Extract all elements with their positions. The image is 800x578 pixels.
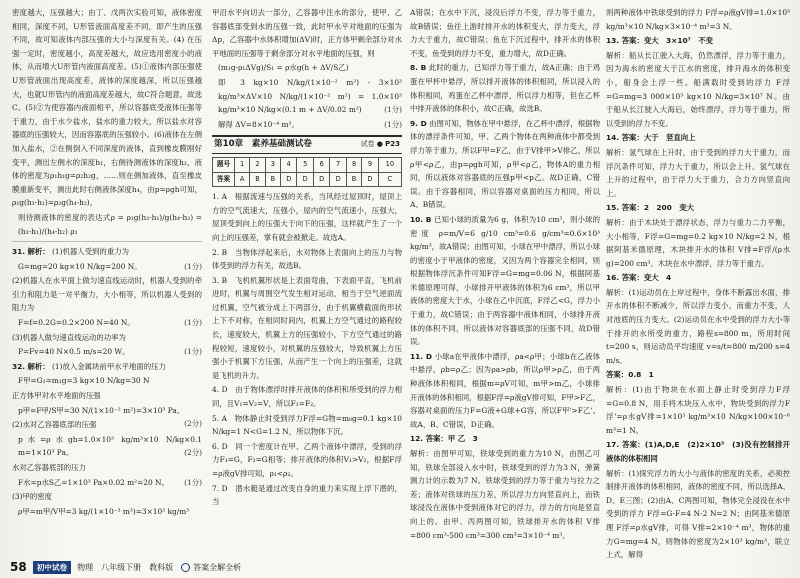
subject: 物理 bbox=[77, 562, 94, 572]
question-number: 11. D bbox=[410, 351, 432, 361]
table-cell: 8 bbox=[346, 157, 361, 172]
column-1 bbox=[12, 6, 202, 554]
answer-4: 4. D 由于物体漂浮时排开液体的体积和所受到的浮力相同，且V₁=V₂=V，所以F₁=F₂。 bbox=[212, 385, 402, 409]
answer-13-heading: 13. 答案：变大 3×10⁷ 不变 bbox=[606, 36, 714, 46]
formula bbox=[12, 345, 202, 359]
score: (2分) bbox=[184, 448, 202, 458]
answer-6: 6. D 同一个密度计在甲、乙两个液体中漂浮，受到的浮力F₁=G，F₂=G相等；排开液体的体积V₁>V₂，根据F浮=ρ液gV排可知，ρ₁<ρ₂。 bbox=[212, 441, 402, 478]
answers-circle-icon bbox=[181, 563, 190, 572]
formula: F甲=G₁=m₁g=3 kg×10 N/kg=30 N bbox=[18, 376, 150, 386]
brand-badge: 初中试卷 bbox=[33, 561, 71, 574]
table-cell: D bbox=[313, 172, 329, 187]
score: (1分) bbox=[184, 318, 202, 328]
column-4 bbox=[606, 6, 790, 560]
answer-16-heading: 16. 答案：变大 4 bbox=[606, 273, 672, 283]
question-number: 32. bbox=[12, 361, 26, 371]
score: (1分) bbox=[384, 119, 402, 129]
formula-text: F水=p水S乙=1×10³ Pa×0.02 m²=20 N。 bbox=[18, 477, 169, 487]
answer-11 bbox=[410, 350, 600, 432]
formula bbox=[12, 316, 202, 330]
formula bbox=[212, 76, 402, 117]
question-31 bbox=[12, 245, 202, 259]
table-cell: B bbox=[250, 172, 265, 187]
text-block: (3)甲的密度 bbox=[12, 492, 53, 502]
formula-text: F=f=0.2G=0.2×200 N=40 N。 bbox=[18, 318, 135, 328]
table-cell: B bbox=[265, 172, 280, 187]
table-cell: 10 bbox=[378, 157, 401, 172]
table-cell: C bbox=[378, 172, 401, 187]
answer-8 bbox=[410, 61, 600, 115]
answer-12-analysis: 解析：由图甲可知，铁球受到的重力为10 N，由图乙可知，铁球全部浸入水中时，铁球受到的浮力为3 N，弹簧测力计的示数为7 N。铁球受到的浮力等于重力与拉力之差；液体对铁球的压力差，所以浮力方向竖直向上，而铁球浸没在液体中受到液体对它的浮力，浮力的方向是竖直向上的。由甲、丙两图可知，铁球排开水的体积 V排=800 cm³-500 cm³=300 cm³=3×10⁻⁴ m³。 bbox=[410, 449, 600, 540]
answer-17-analysis: 解析：(1)由于物块在水面上静止时受到浮力F浮=G=0.8 N，用手将木块压入水中，物块受到的浮力F浮'=ρ水gV排=1×10³ kg/m³×10 N/kg×100×10⁻⁶ m³=1 N。 bbox=[606, 385, 790, 435]
table-cell: B bbox=[346, 172, 361, 187]
answer-12-heading: 12. 答案：甲 乙 3 bbox=[410, 434, 478, 444]
answer-1: 1. A 根据流速与压强的关系，当风经过屋顶时，屋顶上方的空气流速大，压强小，屋内的空气流速小，压强大，屋顶受到向上的压强大于向下的压强，这样就产生了一个向上的压强差，掌有就会被掀走。故选A。 bbox=[212, 192, 402, 242]
formula: (m₁g-ρ₁ΔVg)/S₁ = ρ水g(h + ΔV/S乙) bbox=[218, 63, 349, 73]
answer-14-analysis: 解析：氢气球在上升时，由于受到的浮力大于重力，而浮沉条件可知，浮力大于重力，所以会上升。氢气球在上升的过程中，由于浮力大于重力，合力方向竖直向上。 bbox=[606, 147, 790, 198]
table-cell: 2 bbox=[250, 157, 265, 172]
text-block: (2)机器人在水平面上做匀速直线运动时，机器人受到的牵引力和阻力是一对平衡力，大小相等，所以机器人受到的阻力为 bbox=[12, 276, 202, 313]
text-block: 正方体甲对水平地面的压强 bbox=[12, 391, 101, 401]
table-cell: 4 bbox=[281, 157, 297, 172]
page-ref-number: P23 bbox=[385, 140, 400, 149]
table-cell: D bbox=[362, 172, 378, 187]
page-footer bbox=[0, 556, 800, 578]
formula-text: 解得 ΔV=8×10⁻⁴ m³。 bbox=[218, 119, 299, 129]
text: 小球a在甲液体中漂浮，ρa<ρ甲；小球b在乙液体中悬浮，ρb=ρ乙；因为ρa>ρb，所以ρ甲>ρ乙，由于两种液体体积相同，根据m=ρV可知，m甲>m乙，小球排开液体的体积相同，根据F浮=ρ液gV排可知，F甲>F乙，容器对桌面的压力F=G液+G球+G容，所以F甲'>F乙'。故A、B、C错误，D正确。 bbox=[410, 351, 600, 429]
formula-text: P=Fv=40 N×0.5 m/s=20 W。 bbox=[18, 347, 130, 357]
table-cell: D bbox=[281, 172, 297, 187]
page-ref-label: 试卷 bbox=[360, 140, 375, 149]
grade: 八年级下册 bbox=[101, 562, 142, 572]
text-block: 密度越大，压强越大；由丁、戊两次实验可知，液体密度相同，深度不同，U形管液面高度差不同，即产生的压强不同，故可知液体内部压强的大小与深度有关。(4) 在压强一定时，密度越小，高度差越大，故应选用密度小的液体，从而增大U形管内液面高度差。(5)①液体内部压强使U形管液面出现高度差，液体的深度越深，所以压强越大，也就U形管内的液面高度差越大，故C符合题意，故选C。(5)②为使容器内液面相平，所以容器底受液体压强等于重力，由于水少盐水，盐水的重力较大，所以盐水对容器底的压强较大，因而容器底的压强较小。(6)液体在左侧加入盐水，②在侧倒入不同深度的液体，直到橡皮膜刚好变平，测出左侧水的深度h₁，右侧待测液体的深度h₂，液体的密度为ρ₁h₁g=ρ₂h₂g，……则在侧加液体，直至橡皮膜重新变平，测出此时右侧液体深度h₄，由p=ρgh可知，ρ₁g(h₃-h₁)=ρ₂g(h₄-h₂)， bbox=[12, 8, 202, 208]
answer-2: 2. B 当物体浮起来后，水对物体上表面向上的压力与物体受到的浮力有关，故选B。 bbox=[212, 247, 402, 271]
text: (1)机器人受到的重力为 bbox=[52, 247, 129, 257]
answer-18-analysis: 解析：(1)探究浮力的大小与液体的密度的关系，必须控制排开液体的体积相同，液体的密度不同，所以选择A、D、E三图；(2)由A、C两图可知，物体完全浸没在水中受到的浮力 F浮=G-F=4 N-2 N=2 N；由阿基米德原理 F浮=ρ水gV排，可得 V排=2×10⁻⁴ m³，物体的重力G=mg=4 N，则物体的密度为2×10³ kg/m³，联立上式，解得 bbox=[606, 468, 790, 560]
chapter-title: 第10章 素养基础测试卷 bbox=[214, 139, 312, 150]
score: (1分) bbox=[384, 105, 402, 115]
table-row bbox=[213, 172, 402, 187]
column-3 bbox=[410, 6, 600, 554]
column-2 bbox=[212, 6, 402, 554]
score: (1分) bbox=[184, 347, 202, 357]
answer-14-heading: 14. 答案：大于 竖直向上 bbox=[606, 133, 696, 143]
question-number: 31. bbox=[12, 247, 26, 257]
question-number: 8. B bbox=[410, 63, 427, 73]
table-header: 答案 bbox=[213, 172, 235, 187]
answer-15-analysis: 解析：由于木块处于漂浮状态，浮力与重力二力平衡，大小相等，F浮=G=mg=0.2 kg×10 N/kg=2 N，根据阿基米德原理，木块排开水的体积 V排=F浮/(ρ水g)=200 cm³。木块在水中漂浮，浮力等于重力。 bbox=[606, 217, 790, 268]
formula-text: p水=ρ水gh=1.0×10³ kg/m³×10 N/kg×0.1 m=1×10³ Pa。 bbox=[18, 434, 202, 458]
text: (1)放入金属块前甲水平地面的压力 bbox=[52, 361, 166, 371]
text-block: 甲沿水平向切去一部分，乙容器中注水的部分，使甲、乙容器底部受到水的压强一致，此时甲水平对地面的压强为Δp，乙容器中水体积增加(ΔV)时，正方体甲剩余部分对水平地面的压强等于剩余部分对水平地面的压强，则 bbox=[212, 8, 402, 58]
table-cell: 7 bbox=[330, 157, 346, 172]
answer-5: 5. A 物体静止时受到浮力F浮=G物=m₀g=0.1 kg×10 N/kg=1 N<G=1.2 N，所以物体下沉。 bbox=[212, 413, 402, 437]
text-block: 水对乙容器底部的压力 bbox=[12, 463, 86, 472]
table-cell: D bbox=[297, 172, 313, 187]
formula-text: p甲=F甲/S甲=30 N/(1×10⁻² m²)=3×10³ Pa。 bbox=[18, 405, 185, 415]
chapter-page-ref: 试卷 ● P23 bbox=[360, 140, 400, 149]
answer-table bbox=[212, 157, 402, 187]
text-block: 则两种液体中铁球受到的浮力 F浮=ρ液gV排=1.0×10³ kg/m³×10 N/kg×3×10⁻⁴ m³=3 N。 bbox=[606, 8, 790, 31]
answer-16-analysis: 解析：(1)运动员在上岸过程中，身体不断露出水面，排开水的体积不断减少，所以浮力变小，而重力不变，人对池底的压力变大。(2)运动员在水中受到的浮力大小等于排开的水所受的重力，路程s=800 m，所用时间t=200 s，则运动员平均速度 v=s/t=800 m/200 s=4 m/s。 bbox=[606, 287, 790, 365]
chapter-header bbox=[212, 135, 402, 154]
table-cell: 3 bbox=[265, 157, 280, 172]
text-block: (3)机器人做匀速直线运动的功率为 bbox=[12, 332, 126, 342]
score: (1分) bbox=[184, 261, 202, 271]
answer-15-heading: 15. 答案：2 200 变大 bbox=[606, 203, 694, 213]
text-block: (2)水对乙容器底部的压强 bbox=[12, 420, 97, 430]
formula bbox=[12, 433, 202, 460]
formula-text: 即 3 kg×10 N/kg/(1×10⁻² m²) - 3×10³ kg/m³×ΔV×10 N/kg/(1×10⁻² m²) = 1.0×10³ kg/m³×10 N/kg×(0.1 m + ΔV/0.02 m²) bbox=[218, 77, 402, 115]
question-32 bbox=[12, 360, 202, 374]
text: 由图可知，物体在甲中悬浮，在乙杯中漂浮，根据物体的漂浮条件可知，甲、乙两个物体在两种液体中都受到浮力等于重力，所以F甲=F乙，由于V排甲>V排乙，所以ρ甲<ρ乙，由p=ρgh可知，ρ甲<ρ乙，物体A的重力相同，所以液体对容器底的压强p甲<p乙。故D正确，C错误。由于容器相同，所以容器对桌面的压力相同，所以A、B错误。 bbox=[410, 118, 600, 210]
answer-13-analysis: 解析：船从长江驶入大海，仍然漂浮，浮力等于重力，因为海水的密度大于江水的密度，排开海水的体积变小，船身会上浮一些。船满载时受到的浮力 F浮=G=mg=3 000×10³ kg×10 N/kg=3×10⁷ N。由于船从长江驶入大海后，始终漂浮，浮力等于重力，所以受到的浮力不变。 bbox=[606, 50, 790, 128]
table-cell: 9 bbox=[362, 157, 378, 172]
answer-18-heading: 17. 答案：(1)A,D,E (2)2×10³ (3)没有控制排开液体的体积相同 bbox=[606, 440, 790, 463]
formula bbox=[12, 260, 202, 274]
answers-title: 答案全解全析 bbox=[193, 562, 242, 572]
answer-9 bbox=[410, 117, 600, 212]
analysis-label: 解析： bbox=[27, 247, 50, 257]
divider bbox=[12, 241, 202, 242]
page-number: 58 bbox=[10, 560, 27, 574]
formula bbox=[12, 476, 202, 490]
table-cell: 6 bbox=[313, 157, 329, 172]
table-cell: D bbox=[330, 172, 346, 187]
table-cell: 5 bbox=[297, 157, 313, 172]
answer-3: 3. B 飞机机翼形状是上表面弯曲，下表面平直，飞机前进时，机翼与周围空气发生相对运动，相当于空气逆面流过机翼，空气被分成上下两部分，由于机翼横截面的形状上下不对称，在相同时间内，机翼上方空气通过的路程较长，速度较大，机翼上方的压强较小，下方空气通过的路程较短，速度较小，对机翼的压强较大，导致机翼上方压强小于机翼下方压强，从而产生一个向上的压强差，这就是飞机的升力。 bbox=[212, 275, 402, 380]
edition: 教科版 bbox=[149, 562, 174, 572]
table-header: 题号 bbox=[213, 157, 235, 172]
answer-17-heading bbox=[606, 368, 790, 382]
formula: ρ甲=m甲/V甲=3 kg/(1×10⁻³ m³)=3×10³ kg/m³ bbox=[18, 506, 190, 516]
question-number: 9. D bbox=[410, 118, 427, 128]
answer-7: 7. D 潜水艇是通过改变自身的重力来实现上浮下潜的，当 bbox=[212, 483, 402, 507]
analysis-label: 解析： bbox=[27, 361, 50, 371]
answer-label: 答案： bbox=[606, 370, 629, 380]
text-block: A错误；在水中下沉，浸没后浮力不变，浮力等于重力，故B错误；鱼往上游时排开水的体积变大，浮力变大，浮力大于重力，故C错误；鱼在下沉过程中，排开水的体积不变，鱼受到的浮力不变，重力增大，故D正确。 bbox=[410, 8, 600, 58]
answer-10 bbox=[410, 213, 600, 349]
score: (2分) bbox=[184, 419, 202, 429]
formula-text: G=mg=20 kg×10 N/kg=200 N。 bbox=[18, 261, 142, 271]
table-cell: A bbox=[235, 172, 250, 187]
table-cell: 1 bbox=[235, 157, 250, 172]
table-row bbox=[213, 157, 402, 172]
answer-value: 0.8 1 bbox=[628, 370, 654, 380]
question-number: 10. B bbox=[410, 214, 432, 224]
text: 此时的重力，已知浮力等于重力，故A正确；由于鸡蛋在甲杯中悬浮，所以排开液体的体积相同，所以浸入的体积相同，鸡蛋在乙杯中漂浮，所以浮力相等，但在乙杯中排开液体的体积小，故C正确，故选B。 bbox=[410, 63, 600, 114]
formula bbox=[212, 118, 402, 132]
score: (1分) bbox=[184, 477, 202, 487]
formula: 则待测液体的密度的表达式ρ = ρ₁g(h₃-h₁)/g(h₄-h₂) = (h₃-h₁)/(h₄-h₂) ρ₁ bbox=[18, 212, 202, 236]
text: 已知小球的质量为6 g，体积为10 cm³，则小球的密度 ρ=m/V=6 g/10 cm³=0.6 g/cm³=0.6×10³ kg/m³，故A错误；由图可知，小球在甲中漂浮，所以小球的密度小于甲液体的密度，又因为两个容器完全相同，则根据物体浮沉条件可知F浮=G=mg=0.06 N，根据阿基米德原理可得，小球排开甲液体的体积为6 cm³，所以甲液体的密度大于水，小球在乙中沉底，F浮乙<G，浮力小于重力，故C错误；由于两容器中液体相同，小球排开液体的体积不同，所以液体对容器底部的压强不同，故D错误。 bbox=[410, 214, 600, 347]
